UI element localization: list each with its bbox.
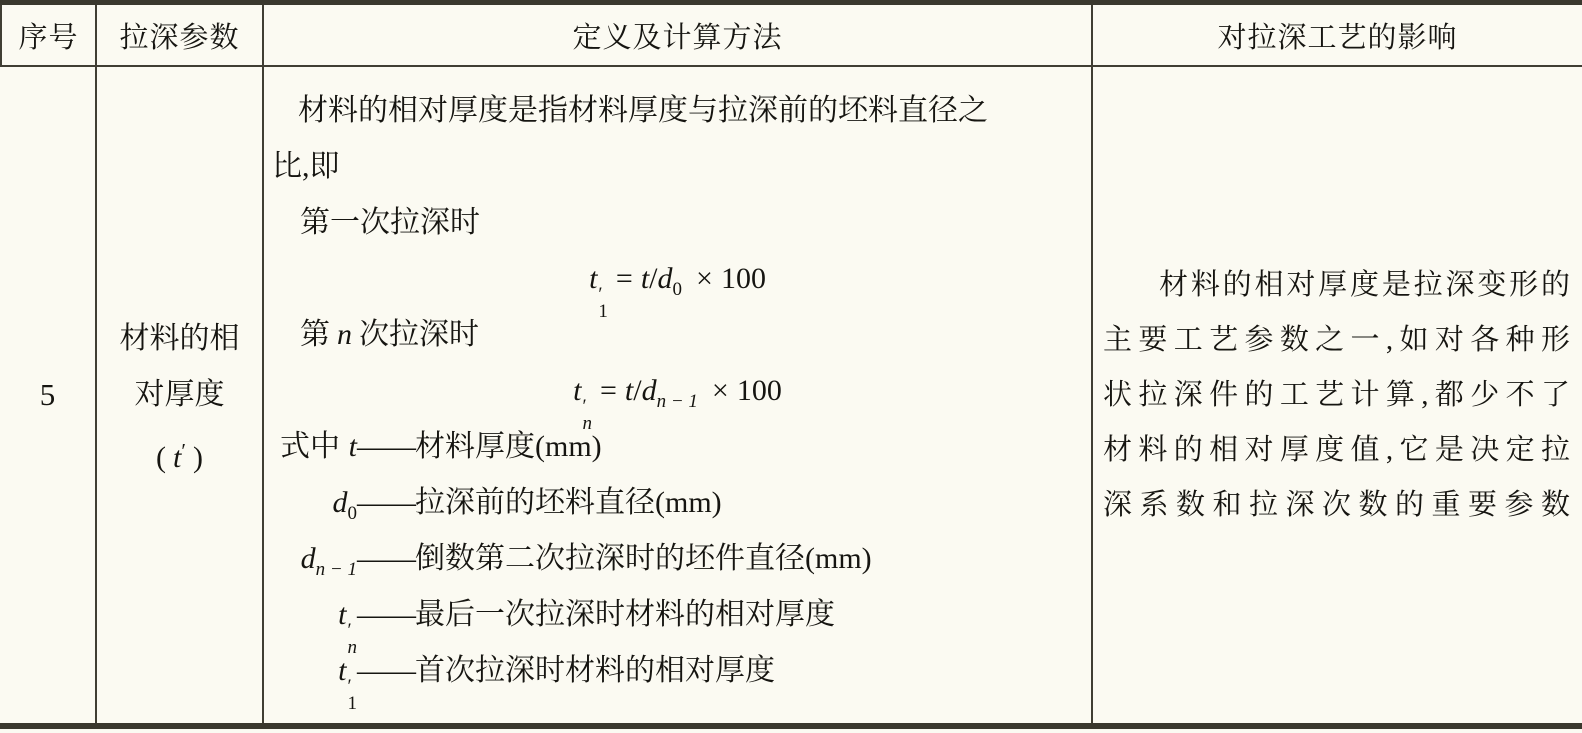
where-desc: 材料厚度(mm) xyxy=(415,430,602,463)
first-draw-label: 第一次拉深时 xyxy=(300,206,480,239)
where-item xyxy=(272,475,1083,531)
symbol-t: t xyxy=(173,441,182,474)
where-item xyxy=(272,419,1083,475)
cell-influence xyxy=(1093,67,1582,723)
subscript: n xyxy=(347,637,357,658)
label-text: 第 xyxy=(300,318,330,351)
influence-line: 材料的相对厚度值,它是决定拉 xyxy=(1103,433,1570,466)
var-d: d xyxy=(641,374,657,407)
factor-100: 100 xyxy=(736,374,782,407)
header-cell-influence xyxy=(1093,5,1582,67)
header-cell-param xyxy=(97,5,264,67)
var-t: t xyxy=(624,374,634,407)
header-influence-label: 对拉深工艺的影响 xyxy=(1217,21,1458,54)
prime-mark: ′ xyxy=(347,676,352,697)
subscript: n xyxy=(582,413,592,434)
dash: —— xyxy=(357,430,415,463)
where-desc: 最后一次拉深时材料的相对厚度 xyxy=(415,598,835,631)
dash: —— xyxy=(357,486,415,519)
subscript: n − 1 xyxy=(315,559,357,580)
row-number: 5 xyxy=(39,377,56,412)
where-label: 式中 xyxy=(280,430,340,463)
times-sign: × xyxy=(696,262,713,295)
where-desc: 首次拉深时材料的相对厚度 xyxy=(415,654,775,687)
var-d: d xyxy=(657,262,673,295)
var-t: t xyxy=(640,262,650,295)
var-t: t xyxy=(573,374,582,407)
var-t: t xyxy=(348,430,357,463)
where-var xyxy=(272,643,357,713)
where-desc: 倒数第二次拉深时的坯件直径(mm) xyxy=(415,542,872,575)
header-no-label: 序号 xyxy=(18,21,79,54)
var-t: t xyxy=(338,598,347,631)
times-sign: × xyxy=(711,374,729,407)
prime-sub-stack xyxy=(598,284,608,322)
factor-100: 100 xyxy=(720,262,766,295)
paren: ) xyxy=(192,441,203,474)
header-param-label: 拉深参数 xyxy=(119,21,240,54)
dash: —— xyxy=(357,598,415,631)
subscript: 0 xyxy=(347,503,357,524)
var-t: t xyxy=(589,262,598,295)
header-definition-label: 定义及计算方法 xyxy=(572,21,783,54)
var-t: t xyxy=(338,654,347,687)
where-item xyxy=(272,587,1083,658)
influence-line: 主要工艺参数之一,如对各种形 xyxy=(1103,323,1570,356)
header-cell-definition xyxy=(264,5,1093,67)
where-item xyxy=(272,531,1083,587)
cell-row-number xyxy=(0,67,97,723)
subscript: n − 1 xyxy=(656,391,698,412)
equals-sign: = xyxy=(615,262,633,295)
label-text: 次拉深时 xyxy=(359,318,479,351)
parameter-name-line: 材料的相 xyxy=(119,322,240,355)
subscript: 1 xyxy=(598,301,608,322)
var-n: n xyxy=(337,318,352,351)
paren: ( xyxy=(156,441,167,474)
formula-nth-draw xyxy=(272,363,1083,434)
influence-line: 状拉深件的工艺计算,都少不了 xyxy=(1103,378,1570,411)
slash: / xyxy=(649,262,658,295)
influence-line: 材料的相对厚度是拉深变形的 xyxy=(1159,268,1570,301)
dash: —— xyxy=(357,542,415,575)
header-cell-no xyxy=(0,5,97,67)
slash: / xyxy=(633,374,642,407)
influence-line: 深系数和拉深次数的重要参数 xyxy=(1103,488,1570,521)
prime-mark: ′ xyxy=(347,620,352,641)
prime-mark: ′ xyxy=(598,284,603,305)
equals-sign: = xyxy=(599,374,617,407)
definition-paragraph-line: 比,即 xyxy=(272,150,340,183)
cell-parameter-name xyxy=(97,67,264,723)
var-d: d xyxy=(332,486,348,519)
parameter-symbol xyxy=(156,423,203,479)
parameter-name-line: 对厚度 xyxy=(134,378,225,411)
where-item xyxy=(272,643,1083,714)
var-d: d xyxy=(300,542,316,575)
subscript: 0 xyxy=(672,279,683,300)
prime-mark: ′ xyxy=(181,439,186,463)
cell-definition xyxy=(264,67,1093,723)
prime-mark: ′ xyxy=(582,396,587,417)
dash: —— xyxy=(357,654,415,687)
prime-sub-stack xyxy=(347,676,358,714)
where-desc: 拉深前的坯料直径(mm) xyxy=(415,486,722,519)
nth-draw-label xyxy=(272,307,1083,363)
definition-paragraph-line: 材料的相对厚度是指材料厚度与拉深前的坯料直径之 xyxy=(298,94,988,127)
subscript: 1 xyxy=(347,693,357,714)
formula-first-draw xyxy=(272,251,1083,322)
